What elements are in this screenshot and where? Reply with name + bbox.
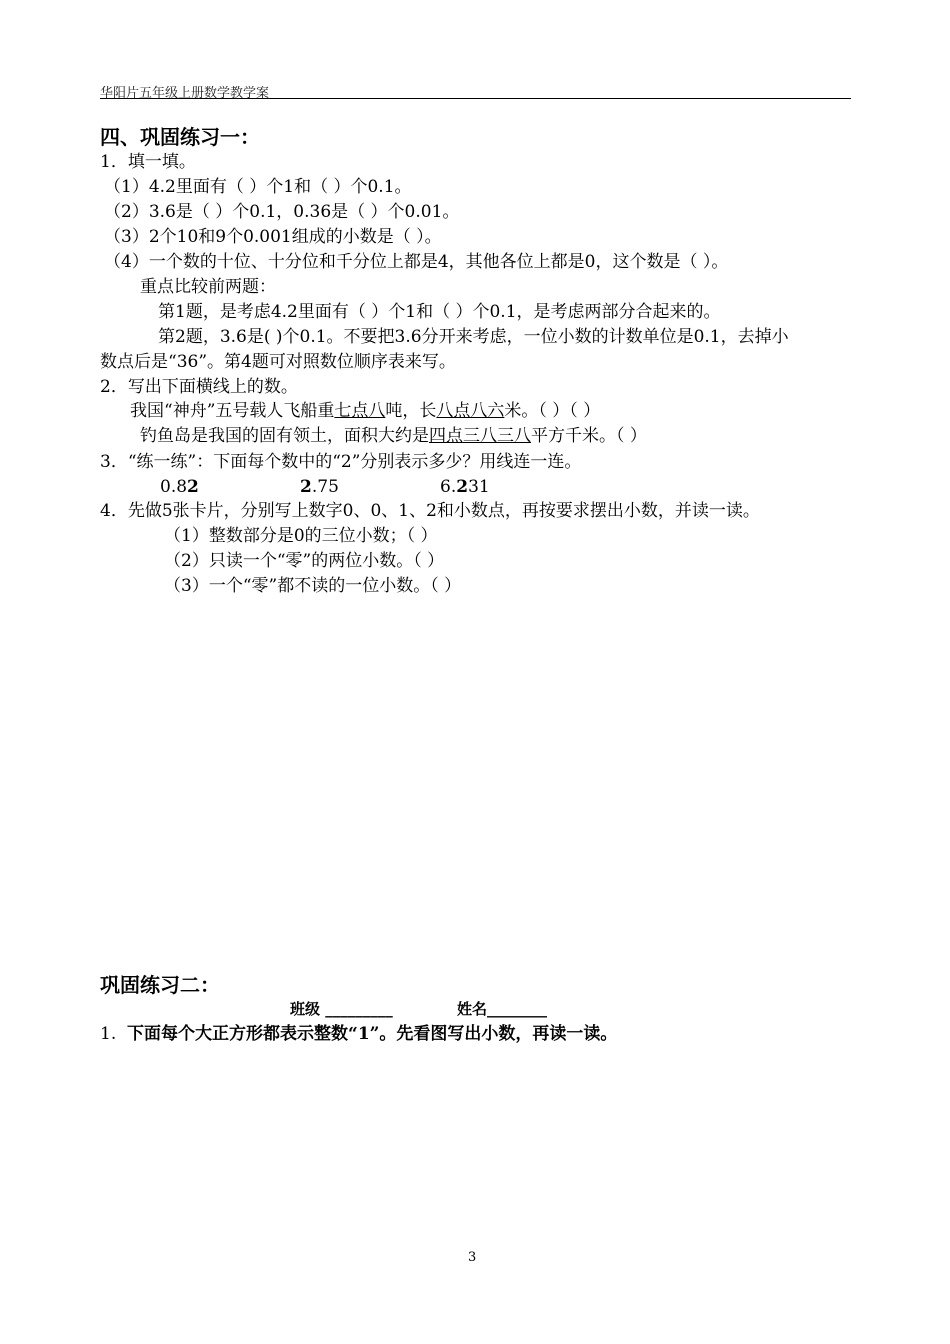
q1-item-2: （2）3.6是（ ）个0.1，0.36是（ ）个0.01。	[104, 202, 460, 222]
q1-item-3: （3）2个10和9个0.001组成的小数是（ ）。	[104, 227, 442, 247]
class-field	[290, 998, 393, 1020]
class-label: 班级	[290, 1000, 321, 1018]
q3-number-1-digit: 2	[187, 477, 199, 497]
q3-number-3-post: 31	[468, 477, 490, 497]
q3-number-3	[440, 476, 490, 498]
q2-line1-underlined-weight: 七点八	[334, 401, 386, 421]
q1-note-line-1: 第1题，是考虑4.2里面有（ ）个1和（ ）个0.1，是考虑两部分合起来的。	[158, 302, 721, 322]
q3-number-3-digit: 2	[456, 477, 469, 497]
q4-item-1: （1）整数部分是0的三位小数；（ ）	[164, 526, 438, 546]
q3-number-2-digit: 2	[300, 477, 312, 497]
q2-line1-post: 米。（ ）（ ）	[504, 401, 601, 421]
section2-heading: 巩固练习二：	[100, 973, 220, 997]
section2-q1-number: 1.	[100, 1024, 117, 1044]
section2-q1	[100, 1023, 617, 1045]
name-blank: ________	[487, 1000, 548, 1018]
q2-line2-pre: 钓鱼岛是我国的固有领土，面积大约是	[140, 426, 429, 446]
q1-item-1: （1）4.2里面有（ ）个1和（ ）个0.1。	[104, 177, 412, 197]
q4-item-3: （3）一个“零”都不读的一位小数。（ ）	[164, 576, 462, 596]
page-number: 3	[468, 1250, 477, 1265]
q3-number-3-pre: 6.	[440, 477, 457, 497]
q4-item-2: （2）只读一个“零”的两位小数。（ ）	[164, 551, 445, 571]
q2-line2-underlined-area: 四点三八三八	[429, 426, 531, 446]
name-label: 姓名	[457, 1000, 488, 1018]
q4-title: 4．先做5张卡片，分别写上数字0、0、1、2和小数点，再按要求摆出小数，并读一读。	[100, 501, 760, 521]
class-blank: _________	[325, 1000, 393, 1018]
header-rule	[100, 98, 851, 99]
q3-number-1	[160, 476, 199, 498]
q3-number-2	[300, 476, 339, 498]
q2-line2-post: 平方千米。（ ）	[531, 426, 647, 446]
q2-line-2	[140, 425, 647, 447]
q3-number-2-post: .75	[311, 477, 339, 497]
q1-item-4: （4）一个数的十位、十分位和千分位上都是4，其他各位上都是0，这个数是（ ）。	[104, 252, 729, 272]
q1-note-line-3: 数点后是“36”。第4题可对照数位顺序表来写。	[100, 352, 456, 372]
q3-number-1-pre: 0.8	[160, 477, 188, 497]
header-title: 华阳片五年级上册数学教学案	[100, 86, 270, 101]
section1-heading: 四、巩固练习一：	[100, 125, 260, 149]
q2-line1-mid: 吨，长	[385, 401, 437, 421]
q2-line-1	[130, 400, 600, 422]
section2-q1-text: 下面每个大正方形都表示整数“1”。先看图写出小数，再读一读。	[127, 1024, 618, 1044]
q1-note-title: 重点比较前两题：	[140, 277, 276, 297]
q2-line1-pre: 我国“神舟”五号载人飞船重	[130, 401, 335, 421]
name-field	[457, 998, 547, 1020]
q2-title: 2．写出下面横线上的数。	[100, 377, 298, 397]
q1-title: 1．填一填。	[100, 152, 196, 172]
q2-line1-underlined-length: 八点八六	[436, 401, 505, 421]
q3-title: 3．“练一练”：下面每个数中的“2”分别表示多少？用线连一连。	[100, 452, 582, 472]
q1-note-line-2: 第2题，3.6是( )个0.1。不要把3.6分开来考虑，一位小数的计数单位是0.1，去掉小	[158, 327, 789, 347]
